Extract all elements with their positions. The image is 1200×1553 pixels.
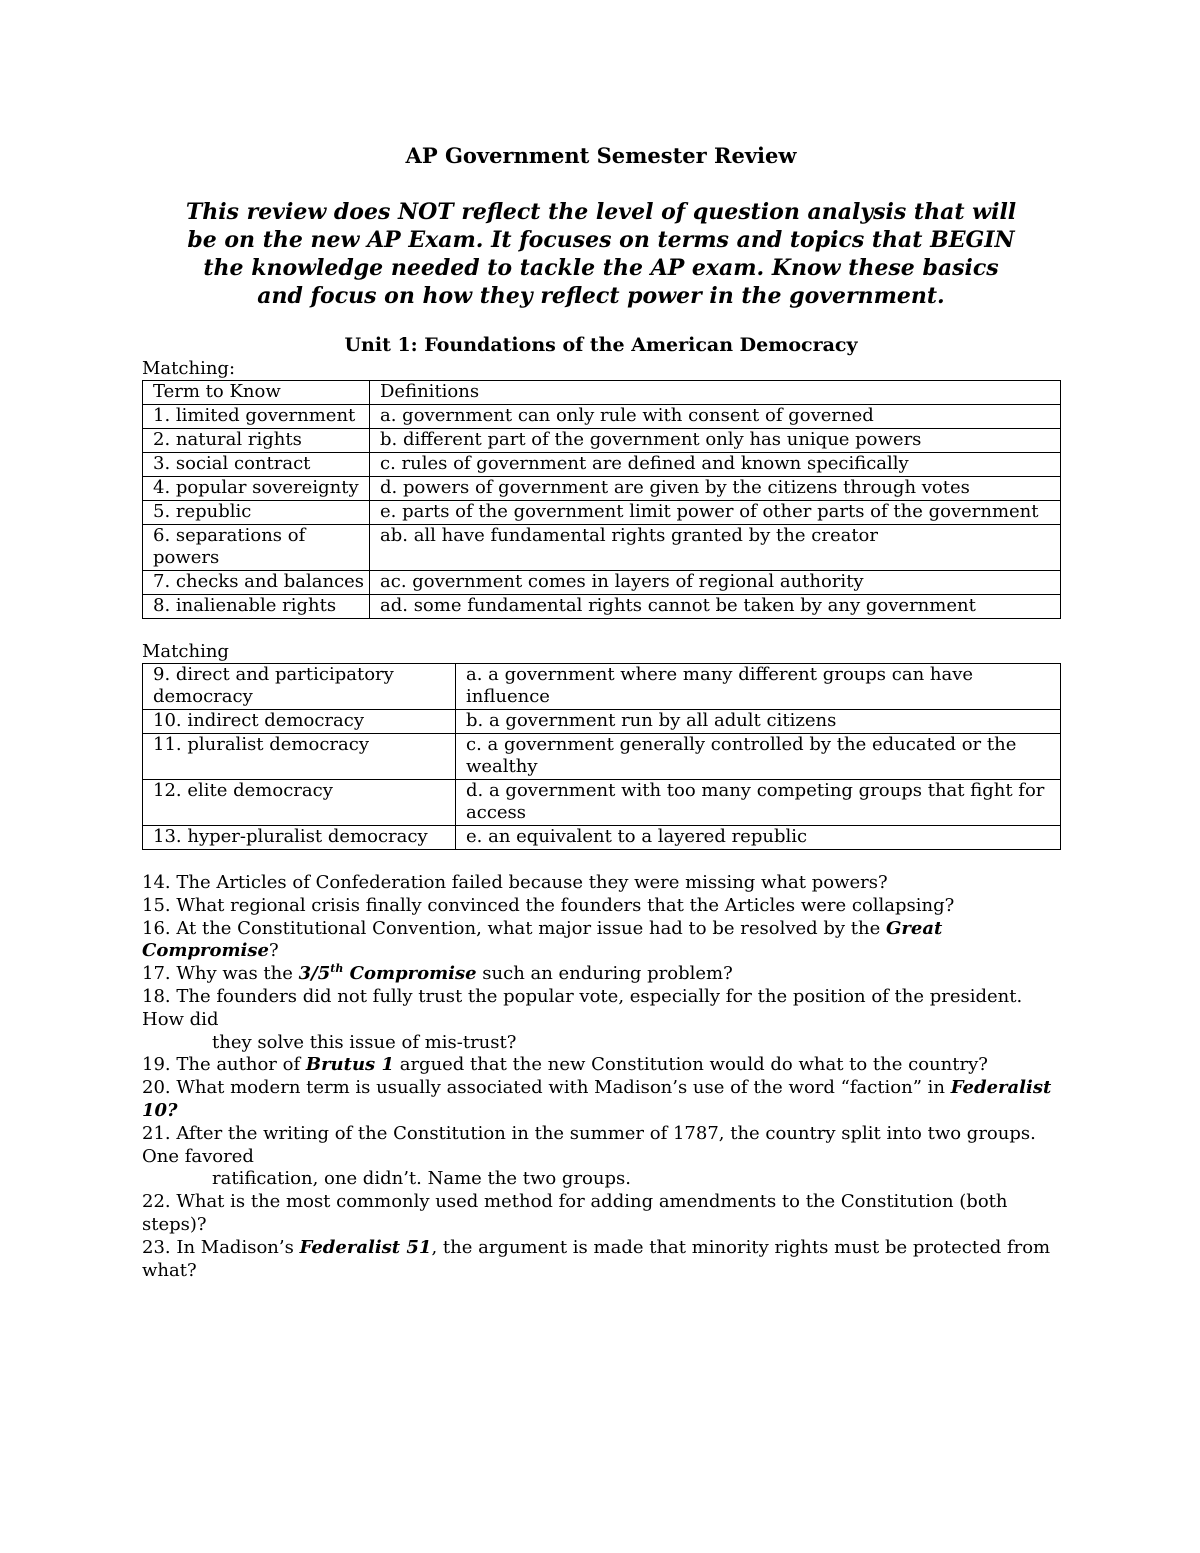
table-row (143, 405, 1061, 429)
question-text: 20. What modern term is usually associated with Madison’s use of the word “faction” in (142, 1077, 951, 1099)
document-page (142, 140, 1060, 1282)
definition-cell: e. an equivalent to a layered republic (456, 826, 1061, 850)
table-row (143, 477, 1061, 501)
question-22: 22. What is the most commonly used method for adding amendments to the Constitution (both steps)? (142, 1191, 1008, 1235)
question-23 (142, 1237, 1060, 1283)
question-18: 18. The founders did not fully trust the popular vote, especially for the position of the president. How did (142, 985, 1023, 1030)
intro-paragraph (142, 198, 1060, 310)
emphasis-text: Brutus 1 (305, 1054, 394, 1076)
question-text: 19. The author of (142, 1054, 306, 1076)
definition-cell: a. government can only rule with consent of governed (370, 405, 1061, 429)
term-cell: 9. direct and participatory democracy (143, 664, 456, 710)
page-title: AP Government Semester Review (405, 143, 797, 168)
term-cell: 6. separations of powers (143, 525, 370, 571)
term-cell: 8. inalienable rights (143, 595, 370, 619)
definition-cell: d. powers of government are given by the citizens through votes (370, 477, 1061, 501)
question-21-continued: ratification, one didn’t. Name the two groups. (212, 1168, 631, 1190)
table-row (143, 501, 1061, 525)
definition-cell: b. a government run by all adult citizens (456, 710, 1061, 734)
definition-cell: ab. all have fundamental rights granted by the creator (370, 525, 1061, 571)
question-17 (142, 963, 1060, 986)
matching-label: Matching (142, 641, 229, 662)
header-term: Term to Know (143, 381, 370, 405)
definition-cell: c. a government generally controlled by the educated or the wealthy (456, 734, 1061, 780)
table-row (143, 525, 1061, 571)
term-cell: 13. hyper-pluralist democracy (143, 826, 456, 850)
emphasis-text: Federalist 51 (299, 1236, 432, 1258)
table-row (143, 453, 1061, 477)
table-header-row (143, 381, 1061, 405)
term-cell: 1. limited government (143, 405, 370, 429)
emphasis-text: Federalist 10? (142, 1077, 1052, 1121)
definition-cell: c. rules of government are defined and known specifically (370, 453, 1061, 477)
matching-label: Matching: (142, 358, 236, 379)
definition-cell: a. a government where many different groups can have influence (456, 664, 1061, 710)
intro-line: This review does NOT reflect the level of question analysis that will (185, 199, 1017, 225)
intro-line: be on the new AP Exam. It focuses on terms and topics that BEGIN (187, 227, 1015, 253)
term-cell: 3. social contract (143, 453, 370, 477)
question-text: 16. At the Constitutional Convention, what major issue had to be resolved by the (142, 917, 887, 939)
definition-cell: ad. some fundamental rights cannot be taken by any government (370, 595, 1061, 619)
question-text: , the argument is made that minority rights must be protected from what? (142, 1236, 1051, 1281)
term-cell: 12. elite democracy (143, 780, 456, 826)
definition-cell: e. parts of the government limit power of other parts of the government (370, 501, 1061, 525)
question-text: such an enduring problem? (476, 963, 733, 985)
question-20 (142, 1077, 1060, 1123)
table-row (143, 826, 1061, 850)
superscript: th (330, 962, 344, 976)
question-21: 21. After the writing of the Constitution in the summer of 1787, the country split into two groups. One favored (142, 1122, 1036, 1167)
term-cell: 4. popular sovereignty (143, 477, 370, 501)
question-text: 17. Why was the (142, 963, 299, 985)
question-18-continued: they solve this issue of mis-trust? (212, 1031, 517, 1053)
question-16 (142, 918, 1060, 964)
term-cell: 5. republic (143, 501, 370, 525)
emphasis-text: Compromise (343, 963, 477, 985)
emphasis-text: Great Compromise (142, 917, 943, 962)
question-text: 23. In Madison’s (142, 1236, 300, 1258)
table-row (143, 429, 1061, 453)
header-definitions: Definitions (370, 381, 1061, 405)
table-row (143, 664, 1061, 710)
question-19 (142, 1054, 1060, 1077)
definition-cell: d. a government with too many competing groups that fight for access (456, 780, 1061, 826)
intro-line: and focus on how they reflect power in the government. (257, 283, 945, 309)
table-row (143, 710, 1061, 734)
table-row (143, 571, 1061, 595)
term-cell: 11. pluralist democracy (143, 734, 456, 780)
intro-line: the knowledge needed to tackle the AP exam. Know these basics (203, 255, 999, 281)
question-15: 15. What regional crisis finally convinced the founders that the Articles were collapsing? (142, 894, 955, 916)
definition-cell: ac. government comes in layers of regional authority (370, 571, 1061, 595)
emphasis-text: 3/5 (298, 963, 331, 985)
unit-title: Unit 1: Foundations of the American Democracy (344, 334, 858, 356)
definition-cell: b. different part of the government only has unique powers (370, 429, 1061, 453)
question-text: argued that the new Constitution would do what to the country? (393, 1054, 988, 1076)
term-cell: 10. indirect democracy (143, 710, 456, 734)
table-row (143, 734, 1061, 780)
matching-table-2 (142, 663, 1061, 850)
table-row (143, 780, 1061, 826)
question-14: 14. The Articles of Confederation failed because they were missing what powers? (142, 872, 888, 893)
term-cell: 7. checks and balances (143, 571, 370, 595)
question-list (142, 872, 1060, 1282)
matching-table-1 (142, 380, 1061, 619)
table-row (143, 595, 1061, 619)
question-text: ? (268, 940, 279, 962)
term-cell: 2. natural rights (143, 429, 370, 453)
